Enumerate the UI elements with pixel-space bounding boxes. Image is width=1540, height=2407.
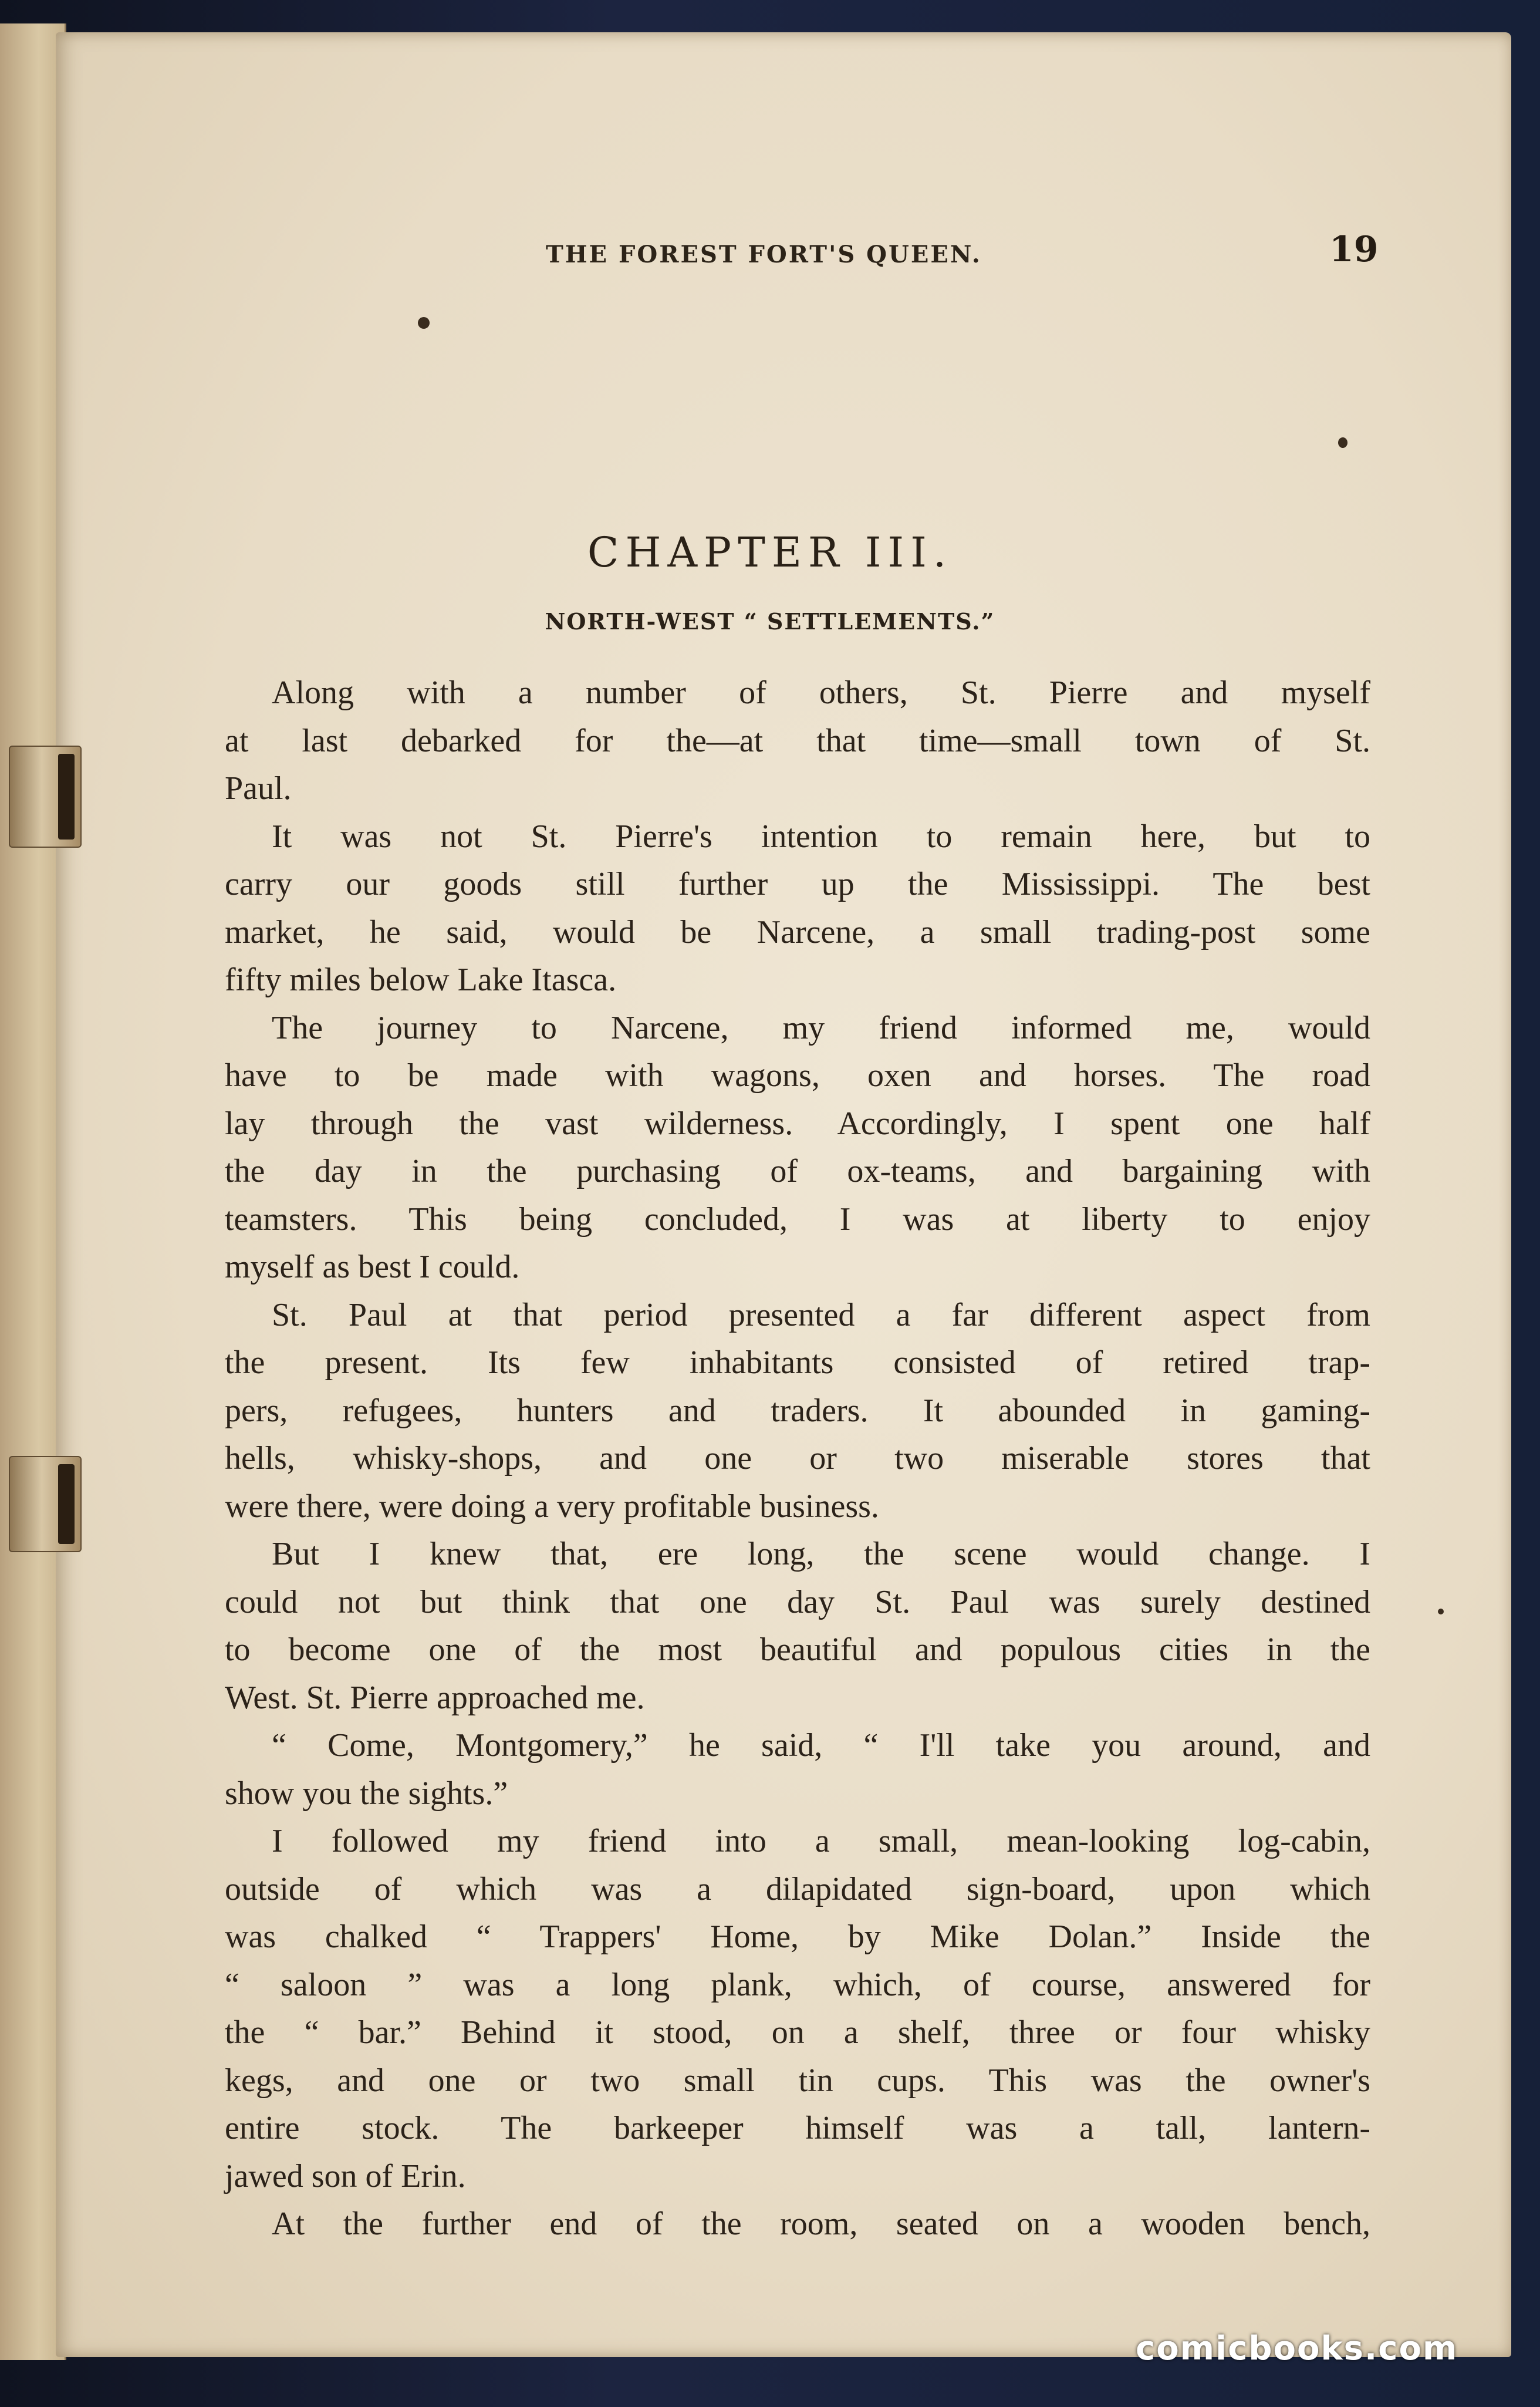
- text-line: But I knew that, ere long, the scene would change. I: [272, 1536, 1370, 1572]
- text-line: entire stock. The barkeeper himself was a tall, lantern-: [225, 2110, 1370, 2146]
- paper-speck: [1338, 437, 1348, 448]
- text-line: carry our goods still further up the Mississippi. The best: [225, 866, 1370, 902]
- text-line: The journey to Narcene, my friend informed me, would: [272, 1009, 1370, 1046]
- text-line: At the further end of the room, seated on a wooden bench,: [272, 2206, 1370, 2242]
- text-line: fifty miles below Lake Itasca.: [225, 962, 617, 998]
- text-line: could not but think that one day St. Paul was surely destined: [225, 1583, 1370, 1620]
- text-line: Along with a number of others, St. Pierre and myself: [272, 675, 1370, 711]
- text-line: pers, refugees, hunters and traders. It abounded in gaming-: [225, 1392, 1370, 1429]
- binding-tab: [9, 746, 82, 848]
- text-line: Paul.: [225, 770, 292, 807]
- paper-speck: [1438, 1609, 1444, 1614]
- text-line: at last debarked for the—at that time—small town of St.: [225, 722, 1370, 759]
- text-line: the day in the purchasing of ox-teams, and bargaining with: [225, 1153, 1370, 1189]
- text-line: were there, were doing a very profitable business.: [225, 1488, 879, 1525]
- text-line: outside of which was a dilapidated sign-board, upon which: [225, 1870, 1370, 1907]
- text-line: the present. Its few inhabitants consisted of retired trap-: [225, 1344, 1370, 1381]
- chapter-subtitle: NORTH-WEST “ SETTLEMENTS.”: [545, 608, 995, 635]
- text-line: was chalked “ Trappers' Home, by Mike Dolan.” Inside the: [225, 1919, 1370, 1955]
- text-line: teamsters. This being concluded, I was at liberty to enjoy: [225, 1201, 1370, 1238]
- body-text: [225, 669, 1370, 2248]
- text-line: “ Come, Montgomery,” he said, “ I'll take you around, and: [272, 1727, 1370, 1764]
- text-line: show you the sights.”: [225, 1775, 508, 1812]
- binding-tab: [9, 1456, 82, 1552]
- text-line: It was not St. Pierre's intention to remain here, but to: [272, 818, 1370, 855]
- text-line: kegs, and one or two small tin cups. This was the owner's: [225, 2062, 1370, 2099]
- chapter-title: CHAPTER III.: [587, 528, 953, 577]
- text-line: St. Paul at that period presented a far different aspect from: [272, 1296, 1370, 1333]
- paper-speck: [418, 317, 430, 329]
- text-line: myself as best I could.: [225, 1249, 520, 1285]
- text-line: market, he said, would be Narcene, a small trading-post some: [225, 913, 1370, 950]
- text-line: to become one of the most beautiful and populous cities in the: [225, 1631, 1370, 1668]
- text-line: hells, whisky-shops, and one or two miserable stores that: [225, 1440, 1370, 1476]
- site-watermark: comicbooks.com: [1136, 2330, 1458, 2368]
- page-number: 19: [1329, 229, 1379, 270]
- text-line: West. St. Pierre approached me.: [225, 1679, 645, 1716]
- text-line: the “ bar.” Behind it stood, on a shelf, three or four whisky: [225, 2014, 1370, 2051]
- text-line: I followed my friend into a small, mean-looking log-cabin,: [272, 1823, 1370, 1859]
- text-line: “ saloon ” was a long plank, which, of course, answered for: [225, 1966, 1370, 2003]
- text-line: jawed son of Erin.: [225, 2157, 466, 2194]
- text-line: lay through the vast wilderness. Accordingly, I spent one half: [225, 1105, 1370, 1142]
- running-head: THE FOREST FORT'S QUEEN.: [546, 241, 982, 268]
- text-line: have to be made with wagons, oxen and horses. The road: [225, 1057, 1370, 1094]
